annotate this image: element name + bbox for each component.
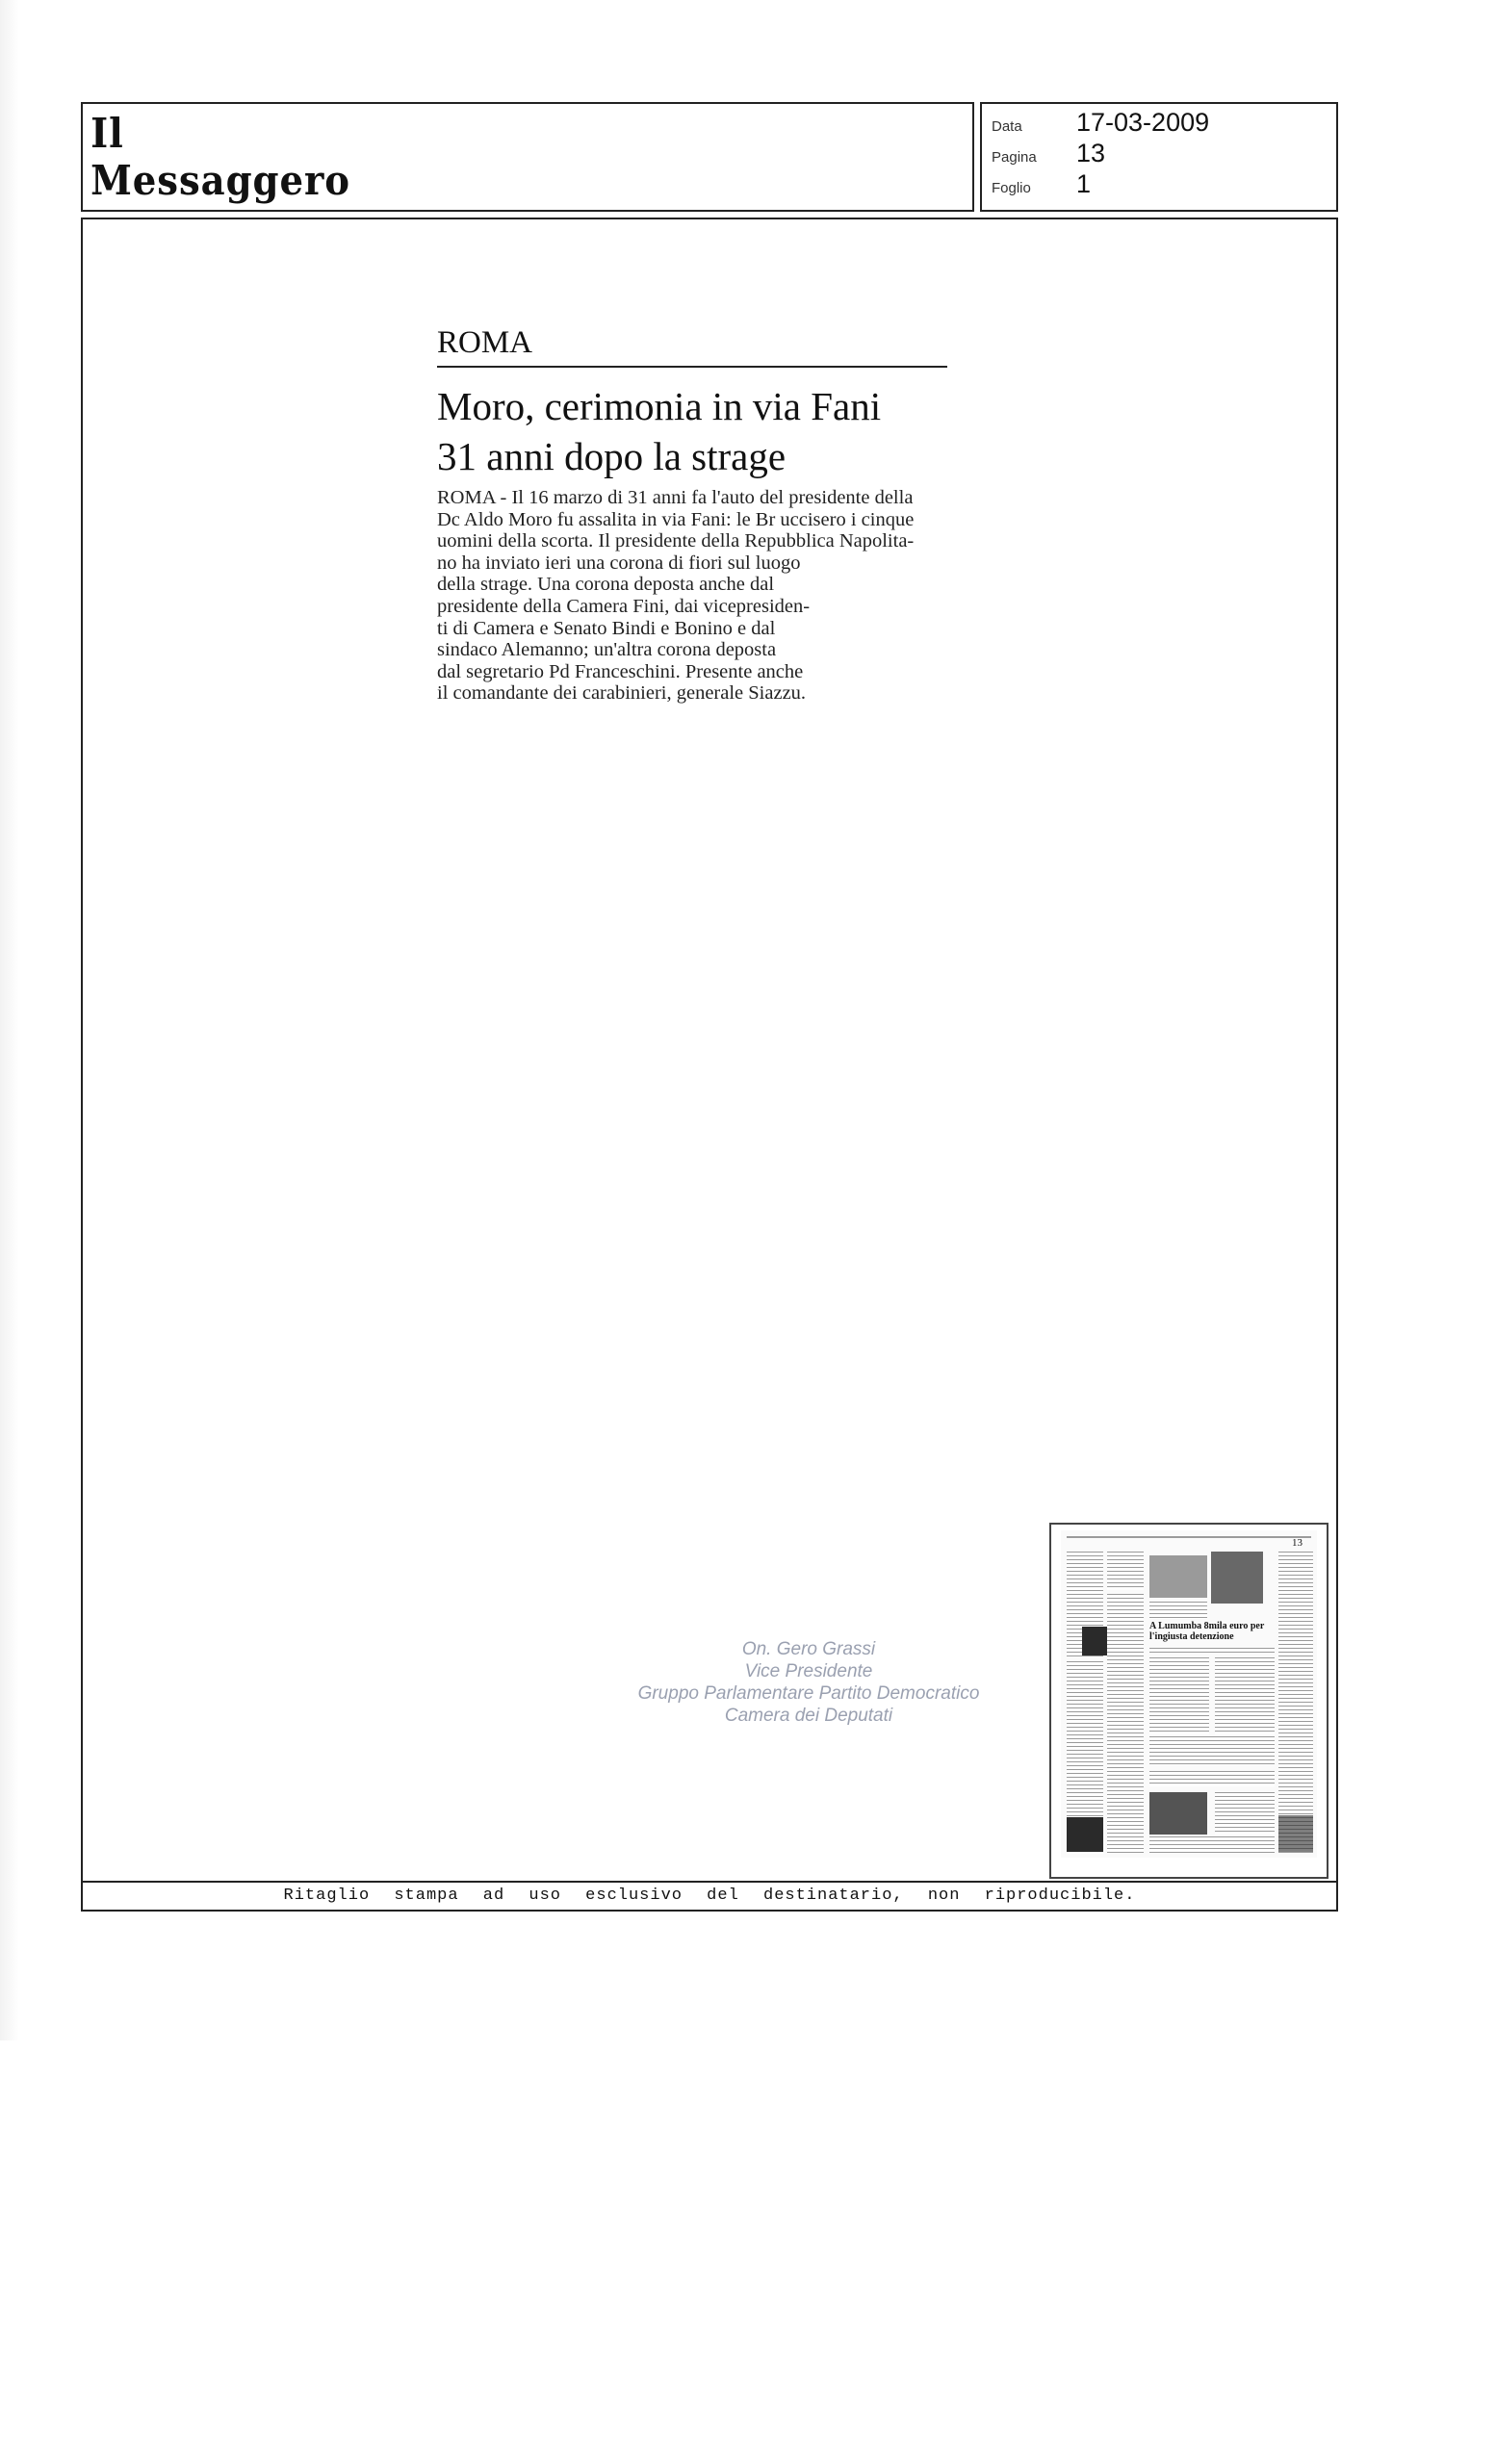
meta-date-label: Data <box>992 118 1022 135</box>
meta-date-row <box>992 108 1209 138</box>
section-rule <box>437 366 947 368</box>
article-headline <box>437 381 976 481</box>
meta-sheet-row <box>992 169 1091 199</box>
body-line: no ha inviato ieri una corona di fiori sul luogo <box>437 552 801 574</box>
stamp-line: Camera dei Deputati <box>724 1706 893 1726</box>
body-line: della strage. Una corona deposta anche dal <box>437 574 775 596</box>
meta-page-row <box>992 139 1105 168</box>
thumbnail-page <box>1061 1530 1317 1858</box>
meta-page-label: Pagina <box>992 149 1037 166</box>
body-line: dal segretario Pd Franceschini. Presente anche <box>437 660 804 682</box>
thumbnail-headline: A Lumumba 8mila euro per l'ingiusta detenzione <box>1149 1621 1265 1642</box>
footer-notice: Ritaglio stampa ad uso esclusivo del destinatario, non riproducibile. <box>283 1886 1136 1905</box>
meta-page-value: 13 <box>1076 139 1106 167</box>
article-body <box>437 487 947 705</box>
body-line: uomini della scorta. Il presidente della Repubblica Napolita- <box>437 530 915 552</box>
body-line: il comandante dei carabinieri, generale Siazzu. <box>437 682 807 705</box>
meta-sheet-label: Foglio <box>992 180 1031 196</box>
stamp-line: Gruppo Parlamentare Partito Democratico <box>637 1683 980 1704</box>
scan-edge <box>0 0 19 2040</box>
newspaper-logo: Il Messaggero <box>90 110 350 204</box>
headline-line: 31 anni dopo la strage <box>437 434 787 478</box>
deputy-stamp <box>539 1638 1078 1727</box>
thumbnail-page-number: 13 <box>1292 1537 1303 1549</box>
meta-date-value: 17-03-2009 <box>1076 108 1210 137</box>
meta-sheet-value: 1 <box>1076 169 1092 198</box>
headline-line: Moro, cerimonia in via Fani <box>437 384 882 428</box>
stamp-line: On. Gero Grassi <box>741 1639 876 1659</box>
body-line: ti di Camera e Senato Bindi e Bonino e dal <box>437 617 776 639</box>
section-label: ROMA <box>437 325 533 360</box>
body-line: ROMA - Il 16 marzo di 31 anni fa l'auto del presidente della <box>437 487 914 508</box>
body-line: Dc Aldo Moro fu assalita in via Fani: le Br uccisero i cinque <box>437 508 915 530</box>
body-line: sindaco Alemanno; un'altra corona deposta <box>437 639 777 661</box>
stamp-line: Vice Presidente <box>744 1661 873 1681</box>
body-line: presidente della Camera Fini, dai vicepresiden- <box>437 595 811 617</box>
